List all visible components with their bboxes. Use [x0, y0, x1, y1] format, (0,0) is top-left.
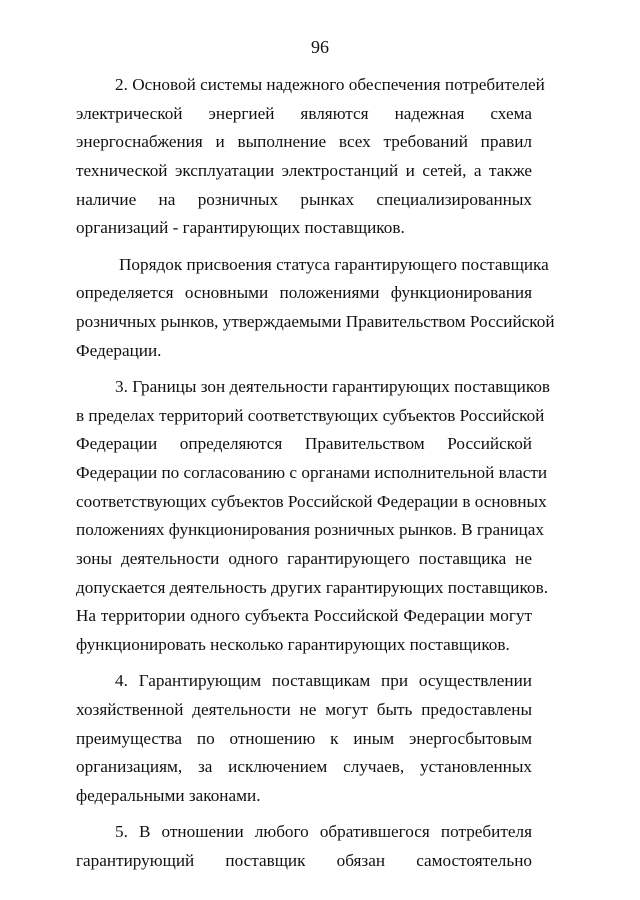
document-body: [76, 71, 555, 883]
text-line: технической эксплуатации электростанций и сетей, а также: [76, 161, 532, 181]
text-line: Федерации по согласованию с органами исполнительной власти: [76, 462, 548, 482]
text-line: положениях функционирования розничных рынков. В границах: [76, 520, 544, 540]
text-line: 3. Границы зон деятельности гарантирующих поставщиков: [115, 376, 551, 396]
paragraph-2: [76, 71, 545, 243]
paragraph-5: [76, 818, 532, 875]
text-line: организаций - гарантирующих поставщиков.: [76, 218, 405, 238]
text-line: в пределах территорий соответствующих субъектов Российской: [76, 405, 545, 425]
paragraph-3: [76, 373, 551, 660]
text-line: электрической энергией являются надежная схема: [76, 103, 532, 123]
text-line: 2. Основой системы надежного обеспечения потребителей: [115, 75, 545, 94]
text-line: организациям, за исключением случаев, установленных: [76, 757, 532, 777]
text-line: функционировать несколько гарантирующих поставщиков.: [76, 635, 510, 655]
text-line: Федерации определяются Правительством Российской: [76, 434, 532, 454]
text-line: Федерации.: [76, 340, 162, 360]
text-line: Порядок присвоения статуса гарантирующего поставщика: [119, 254, 549, 274]
text-line: соответствующих субъектов Российской Федерации в основных: [76, 491, 547, 511]
text-line: энергоснабжения и выполнение всех требований правил: [76, 132, 532, 152]
text-line: розничных рынков, утверждаемыми Правительством Российской: [76, 312, 555, 331]
text-line: хозяйственной деятельности не могут быть предоставлены: [76, 699, 532, 719]
paragraph-status-order: [76, 251, 555, 366]
text-line: 4. Гарантирующим поставщикам при осуществлении: [115, 671, 532, 691]
text-line: преимущества по отношению к иным энергосбытовым: [76, 728, 532, 748]
text-line: гарантирующий поставщик обязан самостоятельно: [76, 850, 532, 870]
paragraph-4: [76, 667, 532, 810]
text-line: определяется основными положениями функционирования: [76, 283, 532, 303]
text-line: На территории одного субъекта Российской Федерации могут: [76, 606, 532, 626]
text-line: наличие на розничных рынках специализированных: [76, 189, 532, 209]
text-line: допускается деятельность других гарантирующих поставщиков.: [76, 577, 548, 597]
text-line: 5. В отношении любого обратившегося потребителя: [115, 822, 532, 842]
page-number: 96: [311, 37, 329, 57]
text-line: зоны деятельности одного гарантирующего поставщика не: [76, 549, 532, 568]
text-line: федеральными законами.: [76, 786, 261, 805]
